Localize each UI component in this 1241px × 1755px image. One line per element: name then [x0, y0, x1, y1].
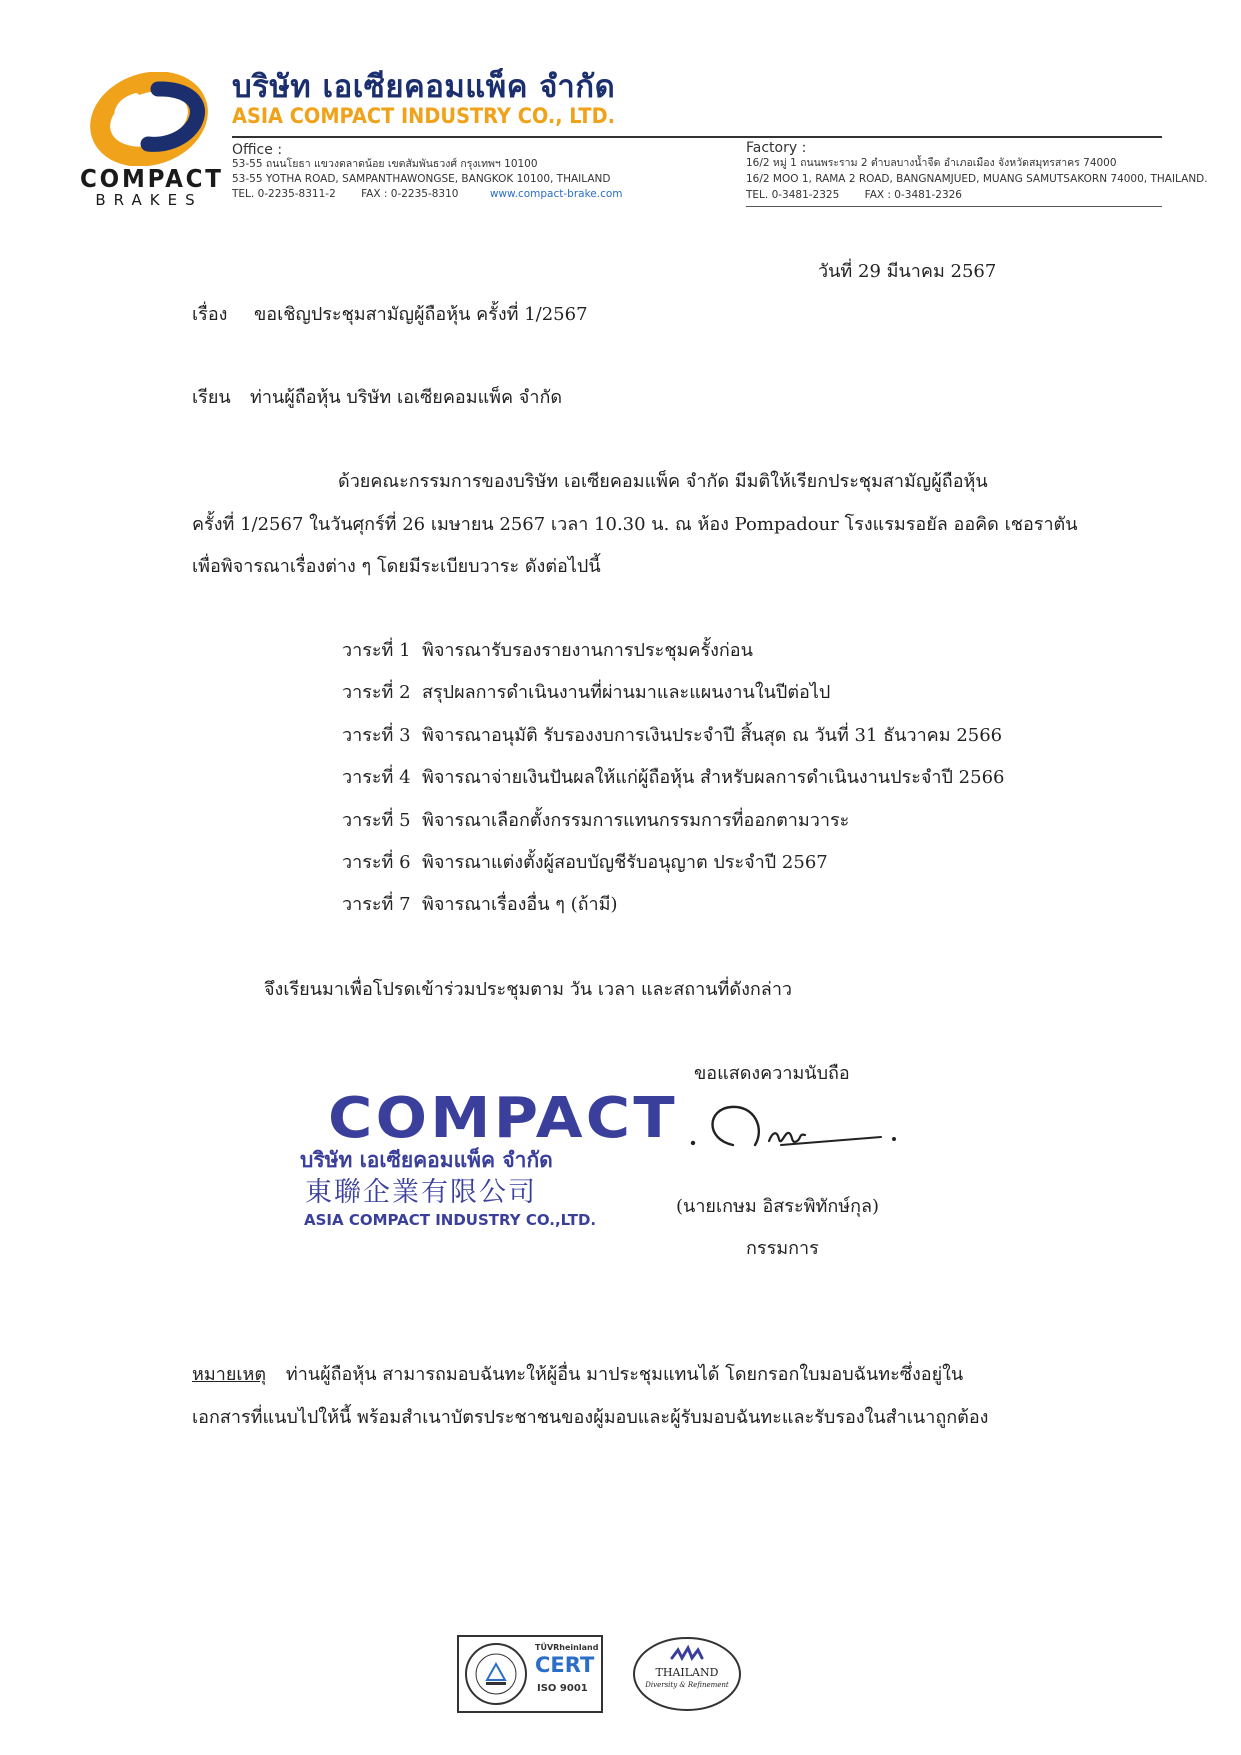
office-title: Office : — [232, 142, 283, 158]
stamp-english-name: ASIA COMPACT INDUSTRY CO.,LTD. — [304, 1211, 597, 1229]
recipient-text: ท่านผู้ถือหุ้น บริษัท เอเซียคอมแพ็ค จำกัด — [250, 387, 563, 408]
logo-subtitle: BRAKES — [95, 191, 203, 209]
body-paragraph-line: เพื่อพิจารณาเรื่องต่าง ๆ โดยมีระเบียบวาระ ดังต่อไปนี้ — [192, 556, 601, 577]
agenda-number: วาระที่ 4 — [342, 767, 411, 788]
signature-icon — [685, 1095, 905, 1165]
agenda-number: วาระที่ 3 — [342, 725, 411, 746]
logo-wordmark: COMPACT — [80, 164, 224, 193]
agenda-number: วาระที่ 2 — [342, 682, 411, 703]
factory-contact — [746, 190, 962, 201]
agenda-text: พิจารณารับรองรายงานการประชุมครั้งก่อน — [422, 640, 753, 661]
office-website-link[interactable]: www.compact-brake.com — [489, 188, 623, 200]
factory-address-thai: 16/2 หมู่ 1 ถนนพระราม 2 ตำบลบางน้ำจืด อำเภอเมือง จังหวัดสมุทรสาคร 74000 — [746, 157, 1117, 169]
factory-title: Factory : — [746, 140, 807, 156]
office-address-thai: 53-55 ถนนโยธา แขวงตลาดน้อย เขตสัมพันธวงศ์ กรุงเทพฯ 10100 — [232, 158, 538, 170]
agenda-item — [342, 812, 849, 830]
body-paragraph-line: ครั้งที่ 1/2567 ในวันศุกร์ที่ 26 เมษายน 2567 เวลา 10.30 น. ณ ห้อง Pompadour โรงแรมรอยัล ออคิด เชอราตัน — [192, 514, 1078, 535]
agenda-text: พิจารณาจ่ายเงินปันผลให้แก่ผู้ถือหุ้น สำหรับผลการดำเนินงานประจำปี 2566 — [422, 767, 1005, 788]
note-label: หมายเหตุ — [192, 1364, 267, 1385]
agenda-text: สรุปผลการดำเนินงานที่ผ่านมาและแผนงานในปีต่อไป — [422, 682, 831, 703]
tuv-cert-text: CERT — [535, 1653, 595, 1677]
agenda-number: วาระที่ 7 — [342, 894, 411, 915]
subject-text: ขอเชิญประชุมสามัญผู้ถือหุ้น ครั้งที่ 1/2567 — [254, 304, 588, 325]
office-fax: FAX : 0-2235-8310 — [361, 188, 459, 200]
closing-sentence: จึงเรียนมาเพื่อโปรดเข้าร่วมประชุมตาม วัน เวลา และสถานที่ดังกล่าว — [264, 979, 793, 1000]
factory-divider — [746, 206, 1162, 207]
note-text: ท่านผู้ถือหุ้น สามารถมอบฉันทะให้ผู้อื่น มาประชุมแทนได้ โดยกรอกใบมอบฉันทะซึ่งอยู่ใน — [285, 1364, 964, 1385]
recipient-label: เรียน — [192, 387, 231, 408]
signer-title: กรรมการ — [746, 1238, 819, 1259]
note-line: เอกสารที่แนบไปให้นี้ พร้อมสำเนาบัตรประชาชนของผู้มอบและผู้รับมอบฉันทะและรับรองในสำเนาถูกต้อง — [192, 1407, 989, 1428]
regards-text: ขอแสดงความนับถือ — [694, 1063, 850, 1084]
agenda-item — [342, 896, 618, 914]
company-logo-icon — [86, 72, 212, 166]
tuv-iso-text: ISO 9001 — [537, 1683, 588, 1694]
tuv-brand-text: TÜVRheinland — [535, 1643, 599, 1652]
thailand-brand-label: THAILAND — [655, 1666, 719, 1679]
subject-label: เรื่อง — [192, 304, 228, 325]
office-tel: TEL. 0-2235-8311-2 — [232, 188, 336, 200]
agenda-text: พิจารณาอนุมัติ รับรองงบการเงินประจำปี สิ้นสุด ณ วันที่ 31 ธันวาคม 2566 — [422, 725, 1003, 746]
factory-address-english: 16/2 MOO 1, RAMA 2 ROAD, BANGNAMJUED, MUANG SAMUTSAKORN 74000, THAILAND. — [746, 173, 1208, 185]
agenda-number: วาระที่ 6 — [342, 852, 411, 873]
thailand-brand-sub: Diversity & Refinement — [645, 1681, 729, 1689]
agenda-number: วาระที่ 5 — [342, 810, 411, 831]
office-contact — [232, 189, 623, 200]
factory-fax: FAX : 0-3481-2326 — [864, 189, 962, 201]
thailand-brand-badge — [632, 1636, 742, 1712]
stamp-compact-text: COMPACT — [328, 1086, 678, 1151]
agenda-item — [342, 727, 1002, 745]
note-line — [192, 1366, 963, 1384]
office-address-english: 53-55 YOTHA ROAD, SAMPANTHAWONGSE, BANGKOK 10100, THAILAND — [232, 173, 611, 185]
stamp-chinese-name: 東聯企業有限公司 — [305, 1177, 537, 1208]
company-name-thai: บริษัท เอเซียคอมแพ็ค จำกัด — [232, 69, 616, 105]
letter-date: วันที่ 29 มีนาคม 2567 — [818, 261, 997, 282]
agenda-item — [342, 684, 830, 702]
agenda-text: พิจารณาเรื่องอื่น ๆ (ถ้ามี) — [422, 894, 618, 915]
agenda-item — [342, 642, 753, 660]
agenda-text: พิจารณาแต่งตั้งผู้สอบบัญชีรับอนุญาต ประจำปี 2567 — [422, 852, 828, 873]
agenda-item — [342, 769, 1005, 787]
header-divider — [232, 136, 1162, 138]
agenda-number: วาระที่ 1 — [342, 640, 411, 661]
signer-name: (นายเกษม อิสระพิทักษ์กุล) — [676, 1196, 880, 1217]
company-name-english: ASIA COMPACT INDUSTRY CO., LTD. — [232, 104, 615, 128]
tuv-seal-icon — [463, 1641, 529, 1707]
tuv-certification-badge — [457, 1635, 603, 1713]
stamp-thai-name: บริษัท เอเซียคอมแพ็ค จำกัด — [300, 1148, 553, 1172]
body-paragraph-line: ด้วยคณะกรรมการของบริษัท เอเซียคอมแพ็ค จำกัด มีมติให้เรียกประชุมสามัญผู้ถือหุ้น — [338, 471, 988, 492]
agenda-item — [342, 854, 828, 872]
agenda-text: พิจารณาเลือกตั้งกรรมการแทนกรรมการที่ออกตามวาระ — [422, 810, 850, 831]
factory-tel: TEL. 0-3481-2325 — [746, 189, 840, 201]
